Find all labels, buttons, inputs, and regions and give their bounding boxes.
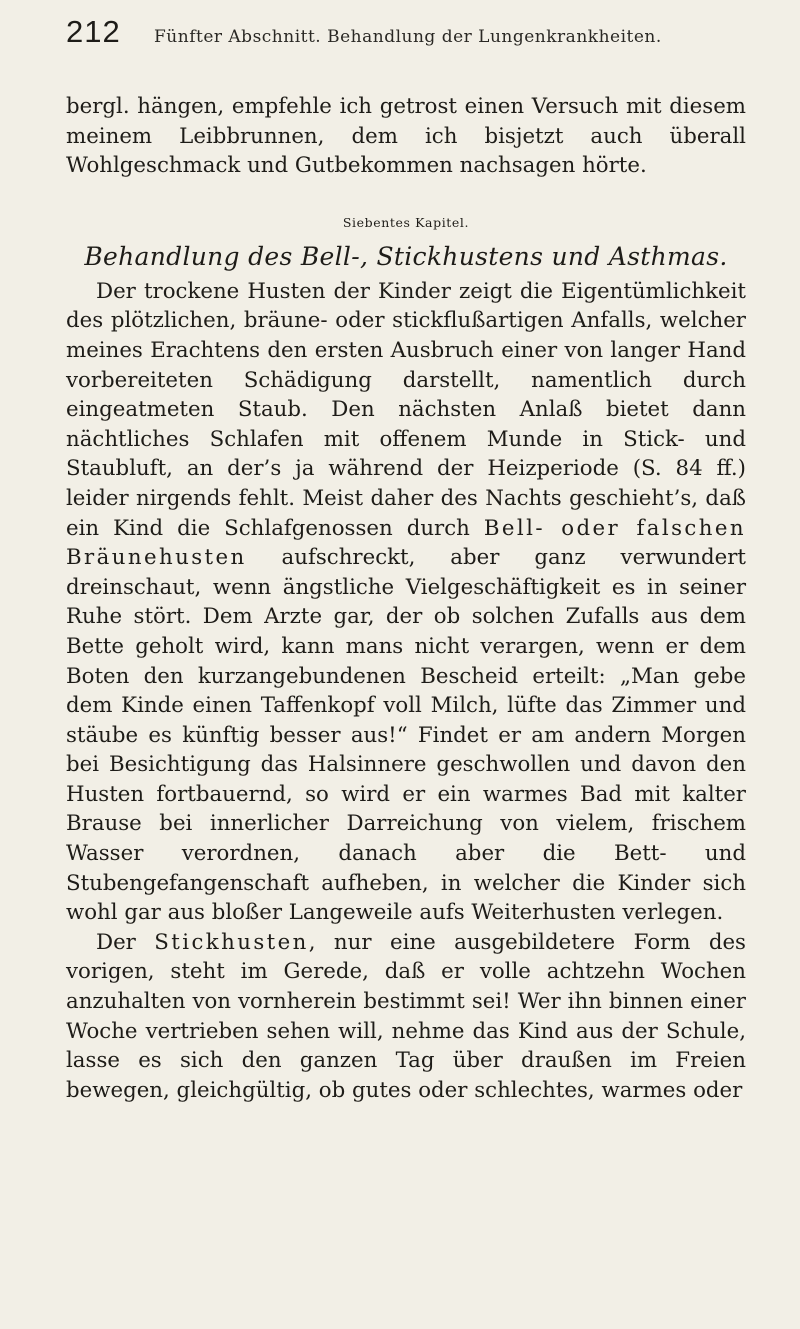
- chapter-label: Siebentes Kapitel.: [342, 214, 470, 230]
- page-number: 212: [66, 14, 121, 49]
- body-paragraph-1: [66, 277, 746, 928]
- paragraph-text: Der: [96, 929, 155, 955]
- paragraph-text: , nur eine ausgebildetere Form des vorigen, steht im Gerede, daß er volle achtzehn Wochen anzuhalten von vornherein bestimmt sei! Wer ihn binnen einer Woche vertrieben sehen will, nehme das Kind aus der Schule, lasse es sich den ganzen Tag über draußen im Freien bewegen, gleichgültig, ob gutes oder schlechtes, warmes oder: [66, 929, 746, 1103]
- emphasized-term: Stickhusten: [154, 929, 309, 955]
- running-title: Fünfter Abschnitt. Behandlung der Lungenkrankheiten.: [154, 27, 662, 47]
- intro-paragraph: bergl. hängen, empfehle ich getrost einen Versuch mit diesem meinem Leibbrunnen, dem ich bisjetzt auch überall Wohlgeschmack und Gutbekommen nachsagen hörte.: [66, 94, 746, 179]
- paragraph-text: Der trockene Husten der Kinder zeigt die Eigentümlichkeit des plötzlichen, bräune- oder stickflußartigen Anfalls, welcher meines Erachtens den ersten Ausbruch einer von langer Hand vorbereiteten Schädigung darstellt, namentlich durch eingeatmeten Staub. Den nächsten Anlaß bietet dann nächtliches Schlafen mit offenem Munde in Stick- und Staubluft, an der’s ja während der Heizperiode (S. 84 ff.) leider nirgends fehlt. Meist daher des Nachts geschieht’s, daß ein Kind die Schlafgenossen durch: [66, 278, 746, 541]
- body-paragraph-2: [66, 928, 746, 1106]
- paragraph-text: aufschreckt, aber ganz verwundert dreinschaut, wenn ängstliche Vielgeschäftigkeit es in seiner Ruhe stört. Dem Arzte gar, der ob solchen Zufalls aus dem Bette geholt wird, kann mans nicht verargen, wenn er dem Boten den kurzangebundenen Bescheid erteilt: „Man gebe dem Kinde einen Taffenkopf voll Milch, lüfte das Zimmer und stäube es künftig besser aus!“ Findet er am andern Morgen bei Besichtigung das Halsinnere geschwollen und davon den Husten fortbauernd, so wird er ein warmes Bad mit kalter Brause bei innerlicher Darreichung von vielem, frischem Wasser verordnen, danach aber die Bett- und Stubengefangenschaft aufheben, in welcher die Kinder sich wohl gar aus bloßer Langeweile aufs Weiterhusten verlegen.: [66, 545, 746, 926]
- running-head: [66, 14, 746, 62]
- emphasized-term: Bell- oder falschen Bräunehusten: [66, 515, 746, 571]
- chapter-title: Behandlung des Bell-, Stickhustens und Asthmas.: [84, 241, 728, 271]
